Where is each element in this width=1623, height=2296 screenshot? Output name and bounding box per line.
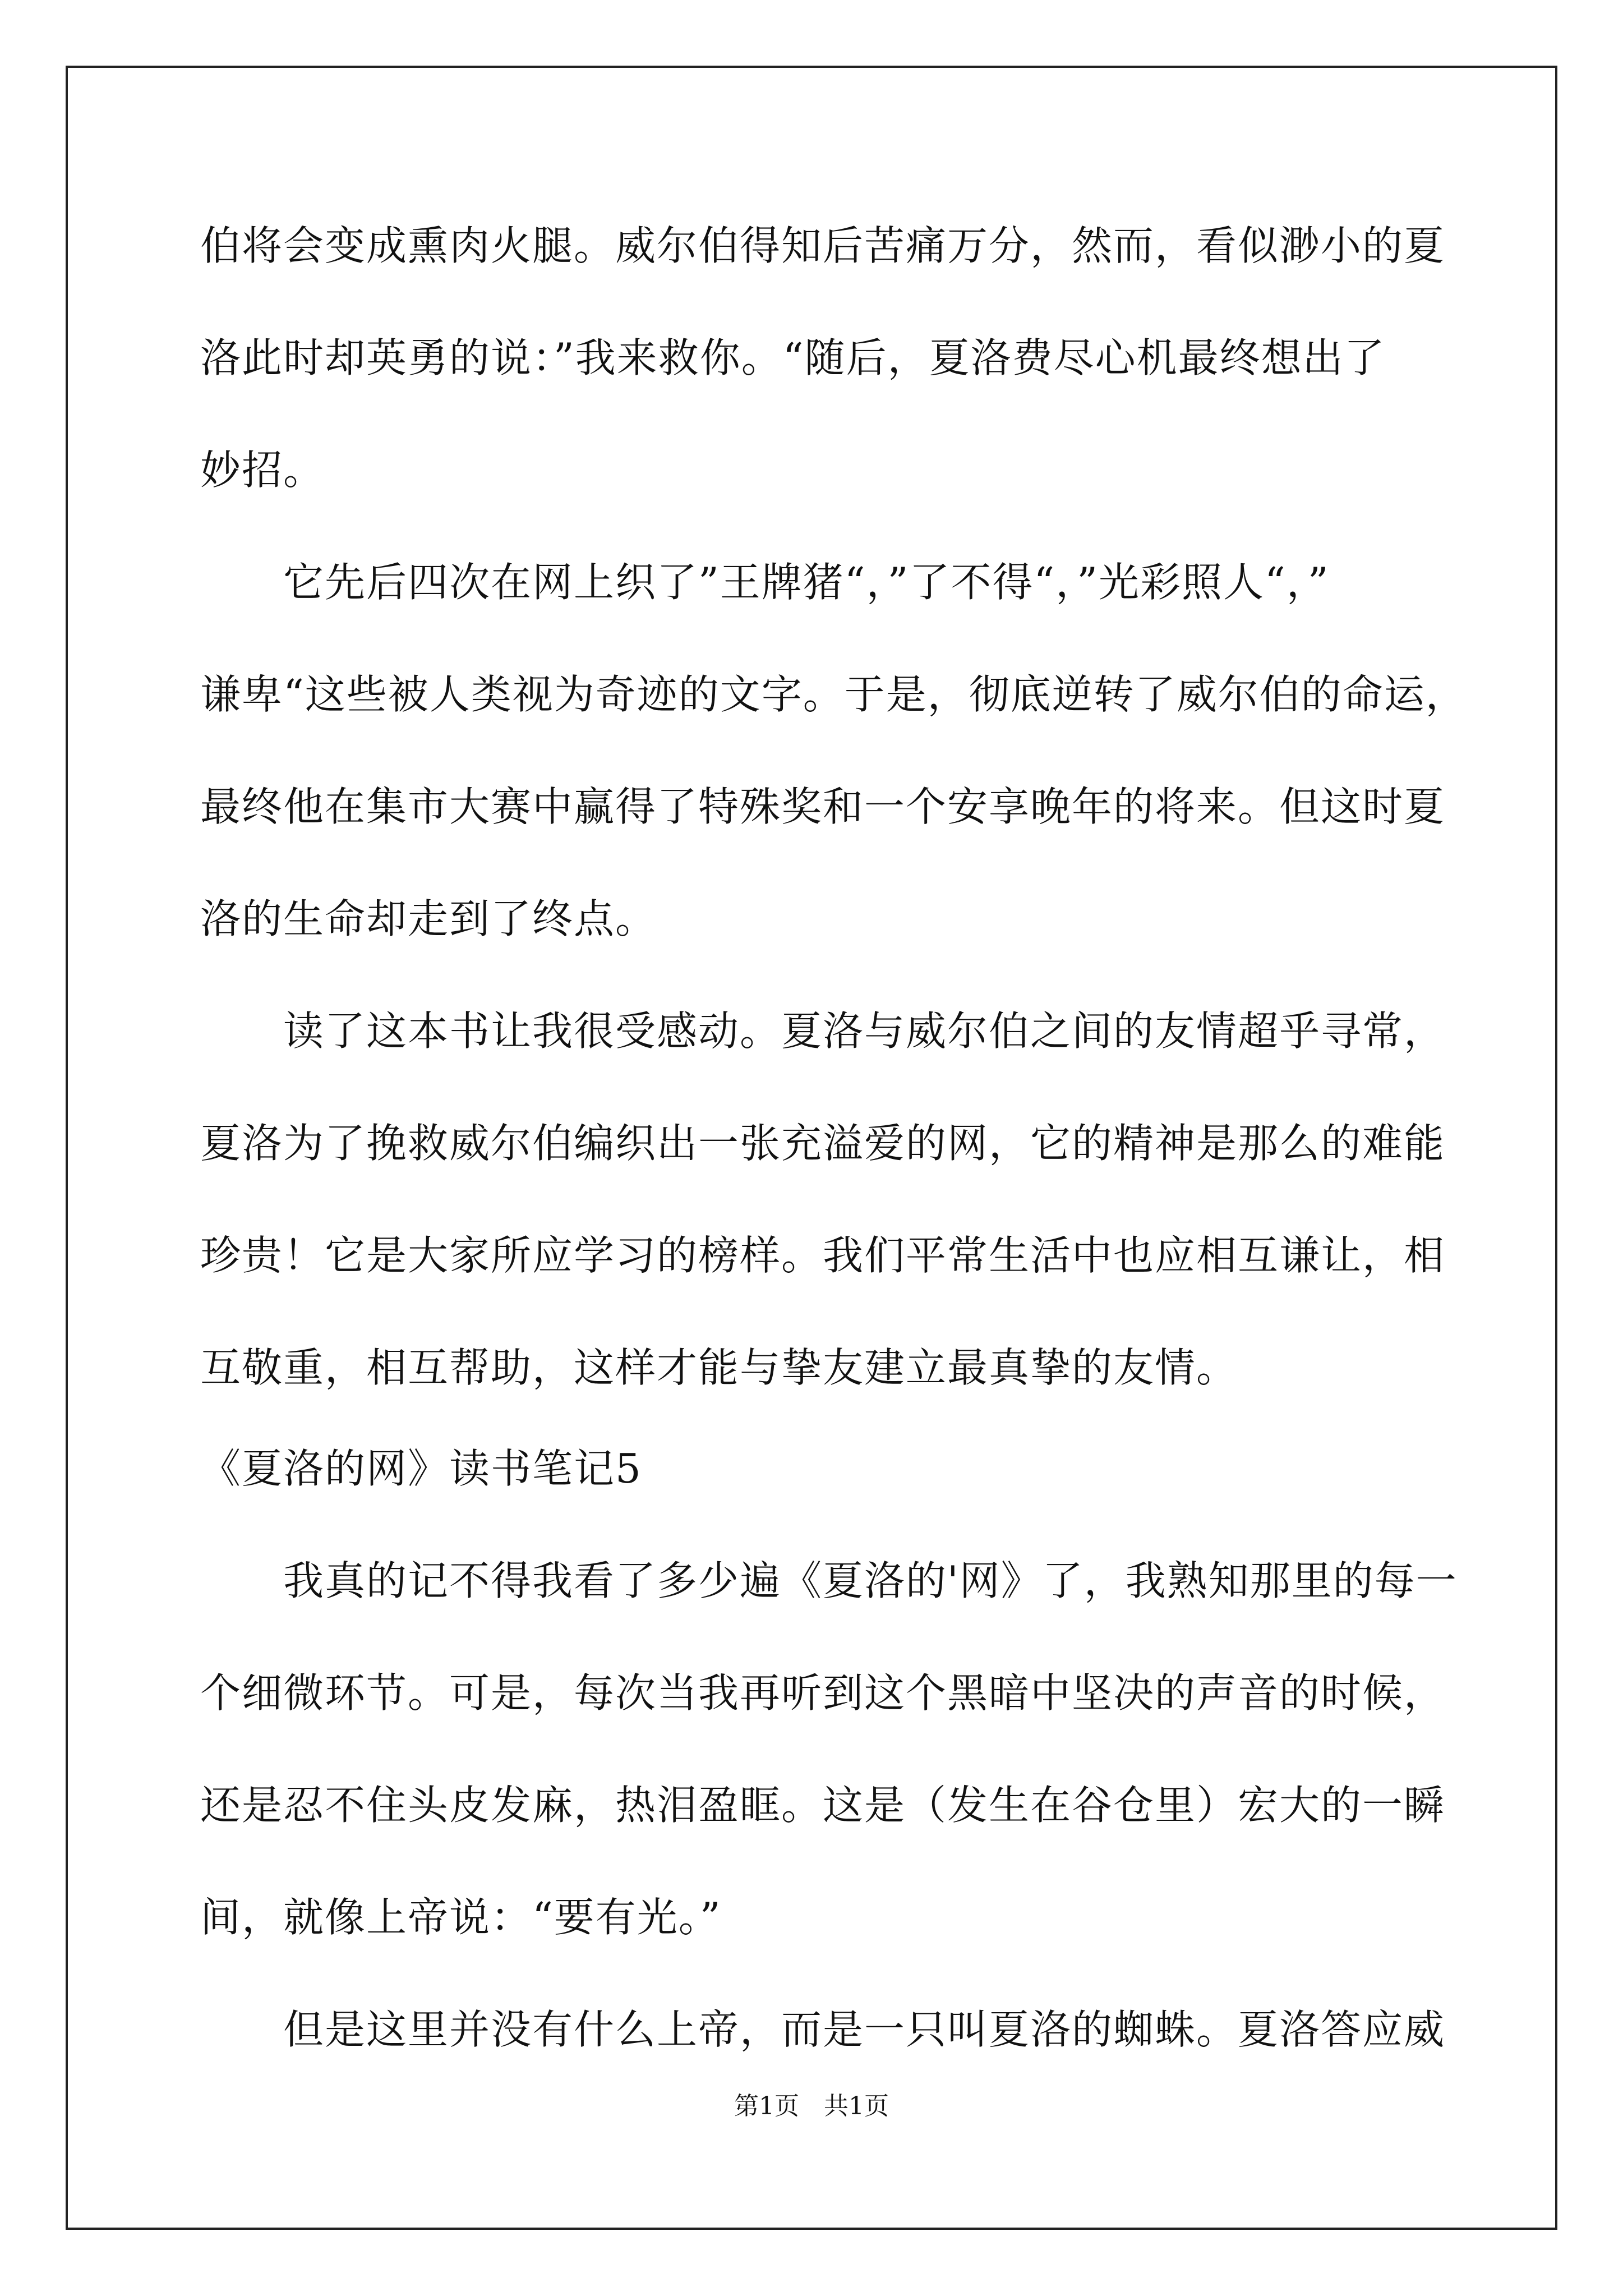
text-line: 夏洛为了挽救威尔伯编织出一张充溢爱的网，它的精神是那么的难能	[200, 1120, 1446, 1167]
paragraph-start: 但是这里并没有什么上帝，而是一只叫夏洛的蜘蛛。夏洛答应威	[200, 2006, 1446, 2053]
text-line: 间，就像上帝说：“要有光。”	[200, 1894, 722, 1941]
paragraph-start: 读了这本书让我很受感动。夏洛与威尔伯之间的友情超乎寻常，	[200, 1007, 1446, 1055]
text-line: 珍贵！它是大家所应学习的榜样。我们平常生活中也应相互谦让，相	[200, 1232, 1446, 1279]
text-line: 洛此时却英勇的说：”我来救你。“随后，夏洛费尽心机最终想出了	[200, 334, 1386, 381]
text-line: 还是忍不住头皮发麻，热泪盈眶。这是（发生在谷仓里）宏大的一瞬	[200, 1782, 1446, 1829]
paragraph-start: 它先后四次在网上织了”王牌猪“，”了不得“，”光彩照人“，”	[200, 559, 1330, 606]
text-line: 伯将会变成熏肉火腿。威尔伯得知后苦痛万分，然而，看似渺小的夏	[200, 222, 1446, 269]
text-line: 互敬重，相互帮助，这样才能与挚友建立最真挚的友情。	[200, 1344, 1238, 1391]
page-footer: 第1页 共1页	[734, 2092, 889, 2120]
text-line: 最终他在集市大赛中赢得了特殊奖和一个安享晚年的将来。但这时夏	[200, 783, 1446, 830]
text-line: 谦卑“这些被人类视为奇迹的文字。于是，彻底逆转了威尔伯的命运，	[200, 671, 1467, 718]
paragraph-start: 我真的记不得我看了多少遍《夏洛的'网》了，我熟知那里的每一	[200, 1557, 1458, 1604]
text-line: 妙招。	[200, 447, 325, 494]
section-heading: 《夏洛的网》读书笔记5	[200, 1445, 642, 1492]
text-line: 个细微环节。可是，每次当我再听到这个黑暗中坚决的声音的时候，	[200, 1669, 1446, 1717]
text-line: 洛的生命却走到了终点。	[200, 895, 657, 942]
